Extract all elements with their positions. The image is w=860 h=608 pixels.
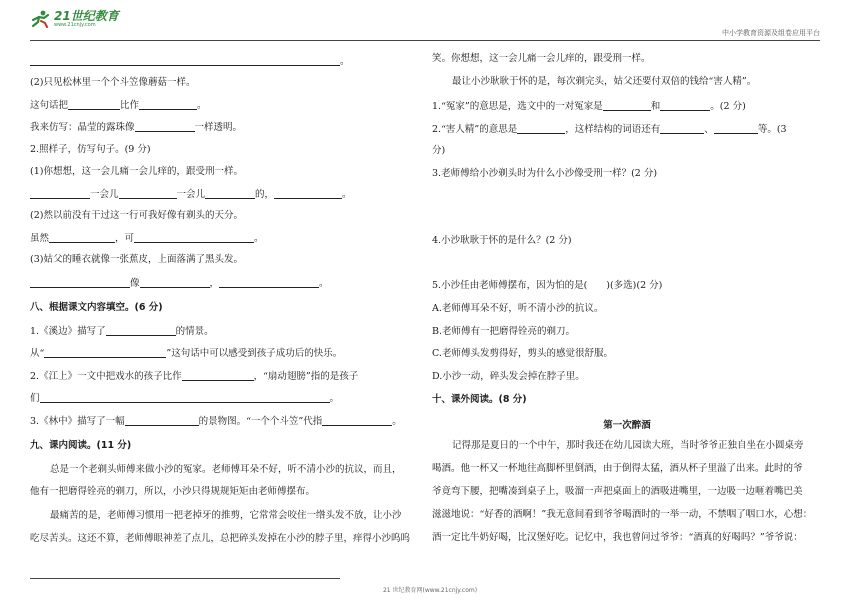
page-header (0, 0, 860, 42)
blank (140, 277, 210, 288)
blank (30, 55, 340, 66)
passage-text: 他有一把磨得铨亮的剃刀，所以，小沙只得规规矩矩由老师傅摆布。 (30, 486, 316, 497)
option-b: B.老师傅有一把磨得铨亮的剃刀。 (432, 326, 576, 337)
answer-line: 一会儿 一会儿 的， 。 (30, 188, 352, 201)
passage-text: 记得那是夏日的一个中午，那时我还在幼儿园读大班，当时爷爷正独自坐在小圆桌旁 (452, 440, 804, 451)
blank (219, 277, 319, 288)
passage-text: 笑。你想想，这一会儿痛一会儿痒的，跟受刑一样。 (432, 53, 651, 64)
blank (139, 99, 197, 110)
question-text: 从“ ”这句话中可以感受到孩子成功后的快乐。 (30, 348, 343, 359)
question-text: 我来仿写：晶莹的露珠像 一样透明。 (30, 122, 243, 133)
question-text: 1.“冤家”的意思是，选文中的一对冤家是 和 。(2 分) (432, 101, 746, 112)
question-text: (1)你想想，这一会儿痛一会儿痒的，跟受刑一样。 (30, 166, 243, 177)
question-text: 1.《溪边》描写了 的情景。 (30, 326, 214, 337)
passage-text: 酒一定比牛奶好喝，比汉堡好吃。记忆中，我也曾问过爷爷：“酒真的好喝吗？”爷爷说： (432, 532, 803, 543)
question-text: (2)然以前没有干过这一行可我好像有剃头的天分。 (30, 210, 243, 221)
question-text: 这句话把 比作 。 (30, 100, 207, 111)
passage-title: 第一次醉酒 (603, 420, 651, 431)
question-heading: 2.照样子，仿写句子。(9 分) (30, 144, 151, 155)
blank (40, 392, 330, 403)
question-text: 分) (432, 145, 446, 156)
passage-text: 吃尽苦头。这还不算，老师傅眼神差了点儿，总把碎头发掉在小沙的脖子里，痒得小沙呜呜 (30, 533, 411, 544)
blank (660, 100, 710, 111)
answer-line: 像 ， 。 (30, 277, 329, 290)
answer-line: 虽然 ，可 。 (30, 233, 264, 244)
logo-url: www.21cnjy.com (54, 22, 96, 28)
blank (205, 188, 255, 199)
question-text: 们 。 (30, 393, 340, 404)
blank (125, 415, 199, 426)
blank (603, 100, 651, 111)
option-d: D.小沙一动，碎头发会掉在脖子里。 (432, 371, 585, 382)
blank (30, 277, 130, 288)
question-text: (2)只见松林里一个个斗笠像蘑菇一样。 (30, 77, 196, 88)
blank (134, 232, 254, 243)
blank (30, 188, 90, 199)
blank (182, 370, 254, 381)
section-heading: 十、课外阅读。(8 分) (432, 394, 527, 405)
header-rule (30, 40, 820, 41)
question-text: 4.小沙耿耿于怀的是什么？(2 分) (432, 235, 572, 246)
question-text: 3.老师傅给小沙剃头时为什么小沙像受刑一样？(2 分) (432, 168, 658, 179)
footer-rule (30, 578, 340, 579)
blank (274, 188, 342, 199)
blank (135, 121, 195, 132)
blank (44, 347, 166, 358)
blank (714, 123, 758, 134)
option-c: C.老师傅头发剪得好，剪头的感觉很舒服。 (432, 348, 613, 359)
section-heading: 九、课内阅读。(11 分) (30, 440, 132, 451)
passage-text: 总是一个老剃头师傅来做小沙的冤家。老师傅耳朵不好，听不清小沙的抗议，而且， (50, 464, 402, 475)
logo-text: 21世纪教育 (54, 9, 119, 23)
runner-logo-icon (30, 10, 52, 28)
passage-text: 喝酒。他一杯又一杯地往高脚杯里倒酒，由于倒得太猛，酒从杯子里溢了出来。此时的爷 (432, 463, 803, 474)
question-text: 3.《林中》描写了一幅 的景物图。“一个个斗笠”代指 。 (30, 416, 402, 427)
passage-text: 滋滋地说：“好香的酒啊！”我无意间看到爷爷喝酒时的一举一动，不禁咽了咽口水，心想： (432, 509, 813, 520)
option-a: A.老师傅耳朵不好，听不清小沙的抗议。 (432, 303, 604, 314)
blank (660, 123, 704, 134)
passage-text: 爷竟弯下腰，把嘴凑到桌子上，吸溜一声把桌面上的酒吸进嘴里，一边吸一边咂着嘴巴美 (432, 486, 803, 497)
question-text: 5.小沙任由老师傅摆布，因为怕的是( )(多选)(2 分) (432, 280, 663, 291)
passage-text: 最痛苦的是，老师傅习惯用一把老掉牙的推剪，它常常会咬住一绺头发不放，让小沙 (50, 510, 402, 521)
blank (49, 232, 115, 243)
question-text: 2.“害人精”的意思是 ，这样结构的词语还有 、 等。(3 (432, 124, 787, 135)
logo (30, 10, 119, 28)
blank (106, 325, 176, 336)
blank (68, 99, 120, 110)
blank (517, 123, 565, 134)
blank (119, 188, 177, 199)
blank (322, 415, 392, 426)
question-text: (3)姑父的睡衣就像一张蕉皮，上面落满了黑头发。 (30, 254, 243, 265)
platform-label: 中小学教育资源及组卷应用平台 (722, 29, 820, 37)
question-text: 2.《江上》一文中把戏水的孩子比作 ，“扇动翅膀”指的是孩子 (30, 371, 359, 382)
passage-text: 最让小沙耿耿于怀的是，每次剃完头，姑父还要付双倍的钱给“害人精”。 (452, 76, 757, 87)
answer-line: 。 (30, 55, 350, 68)
footer-text: 21 世纪教育网(www.21cnjy.com) (382, 587, 478, 594)
section-heading: 八、根据课文内容填空。(6 分) (30, 302, 163, 313)
